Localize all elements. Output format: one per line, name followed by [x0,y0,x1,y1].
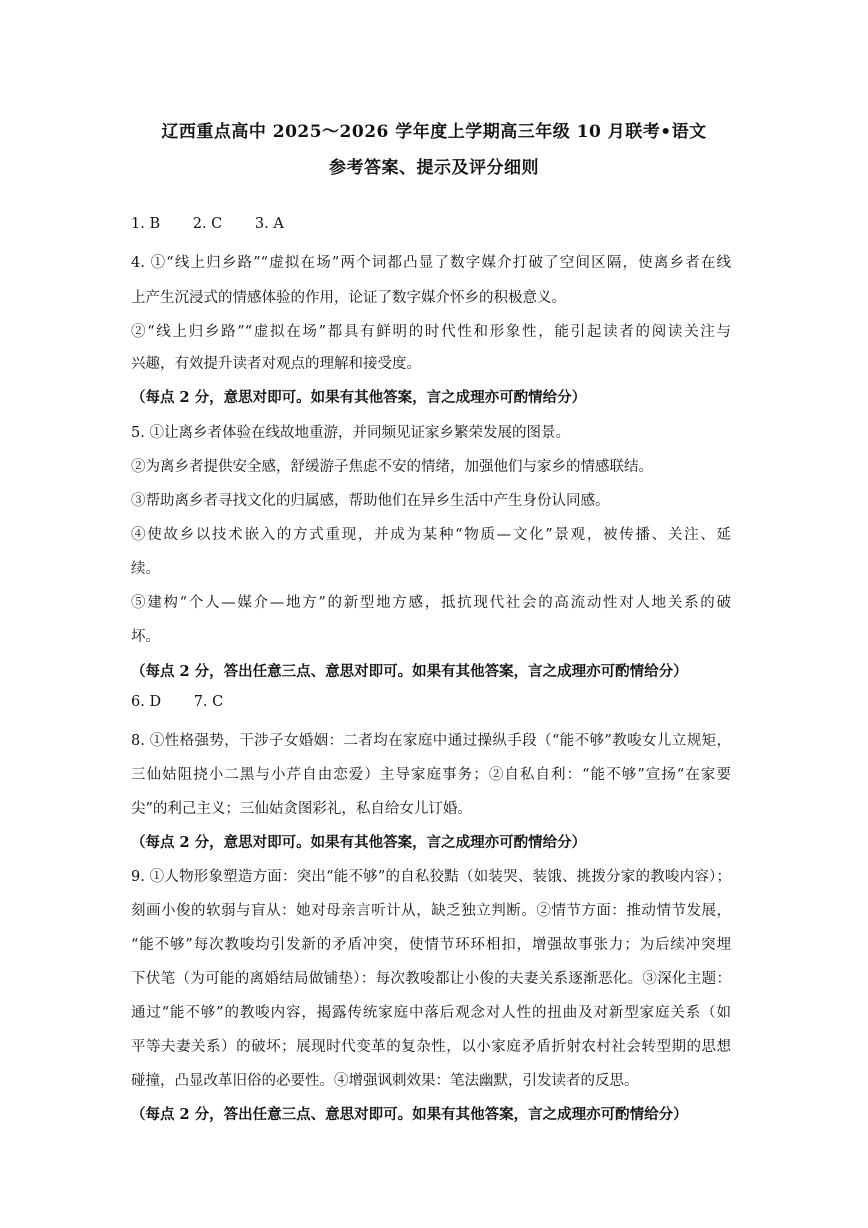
q9-line-5: 通过“能不够”的教唆内容，揭露传统家庭中落后观念对人性的扭曲及对新型家庭关系（如 [131,1005,731,1021]
q8-line-2: 三仙姑阻挠小二黑与小芹自由恋爱）主导家庭事务；②自私自利：“能不够”宣扬“在家要 [131,767,731,783]
q8-scoring-note: （每点 2 分，意思对即可。如果有其他答案，言之成理亦可酌情给分） [131,834,587,851]
q9-line-2: 刻画小俊的软弱与盲从：她对母亲言听计从，缺乏独立判断。②情节方面：推动情节发展， [131,903,731,919]
q5-line-7: 坏。 [131,629,160,645]
q5-scoring-note: （每点 2 分，答出任意三点、意思对即可。如果有其他答案，言之成理亦可酌情给分） [131,663,688,680]
answer-3: 3. A [254,216,284,232]
answer-6: 6. D [131,694,162,710]
q4-line-1: 4. ①“线上归乡路”“虚拟在场”两个词都凸显了数字媒介打破了空间区隔，使离乡者在线 [131,255,731,271]
document-title: 辽西重点高中 2025～2026 学年度上学期高三年级 10 月联考•语文 [161,122,707,142]
q4-scoring-note: （每点 2 分，意思对即可。如果有其他答案，言之成理亦可酌情给分） [131,389,587,406]
answers-1-3 [131,216,731,232]
answer-2: 2. C [192,216,223,232]
q4-line-3: ②“线上归乡路”“虚拟在场”都具有鲜明的时代性和形象性，能引起读者的阅读关注与 [131,324,731,340]
q9-line-4: 下伏笔（为可能的离婚结局做铺垫）：每次教唆都让小俊的夫妻关系逐渐恶化。③深化主题： [131,971,731,987]
q5-line-5: 续。 [131,561,160,577]
q8-line-3: 尖”的利己主义；三仙姑贪图彩礼，私自给女儿订婚。 [131,801,472,817]
q5-line-6: ⑤建构“个人—媒介—地方”的新型地方感，抵抗现代社会的高流动性对人地关系的破 [131,595,731,611]
q4-line-4: 兴趣，有效提升读者对观点的理解和接受度。 [131,356,421,372]
answer-7: 7. C [193,694,224,710]
q9-line-1: 9. ①人物形象塑造方面：突出“能不够”的自私狡黠（如装哭、装饿、挑拨分家的教唆内容）； [131,869,731,885]
q5-line-2: ②为离乡者提供安全感，舒缓游子焦虑不安的情绪，加强他们与家乡的情感联结。 [131,459,653,475]
q8-line-1: 8. ①性格强势，干涉子女婚姻：二者均在家庭中通过操纵手段（“能不够”教唆女儿立规矩， [131,733,731,749]
q5-line-1: 5. ①让离乡者体验在线故地重游，并同频见证家乡繁荣发展的图景。 [131,425,570,441]
q9-scoring-note: （每点 2 分，答出任意三点、意思对即可。如果有其他答案，言之成理亦可酌情给分） [131,1106,688,1123]
q5-line-4: ④使故乡以技术嵌入的方式重现，并成为某种“物质—文化”景观，被传播、关注、延 [131,527,731,543]
answers-6-7 [131,694,731,710]
answer-1: 1. B [131,216,161,232]
document-subtitle: 参考答案、提示及评分细则 [329,158,539,178]
q9-line-6: 平等夫妻关系）的破坏；展现时代变革的复杂性，以小家庭矛盾折射农村社会转型期的思想 [131,1039,731,1055]
q9-line-7: 碰撞，凸显改革旧俗的必要性。④增强讽刺效果：笔法幽默，引发读者的反思。 [131,1073,639,1089]
q5-line-3: ③帮助离乡者寻找文化的归属感，帮助他们在异乡生活中产生身份认同感。 [131,493,610,509]
q9-line-3: “能不够”每次教唆均引发新的矛盾冲突，使情节环环相扣，增强故事张力；为后续冲突埋 [131,937,731,953]
q4-line-2: 上产生沉浸式的情感体验的作用，论证了数字媒介怀乡的积极意义。 [131,290,566,306]
